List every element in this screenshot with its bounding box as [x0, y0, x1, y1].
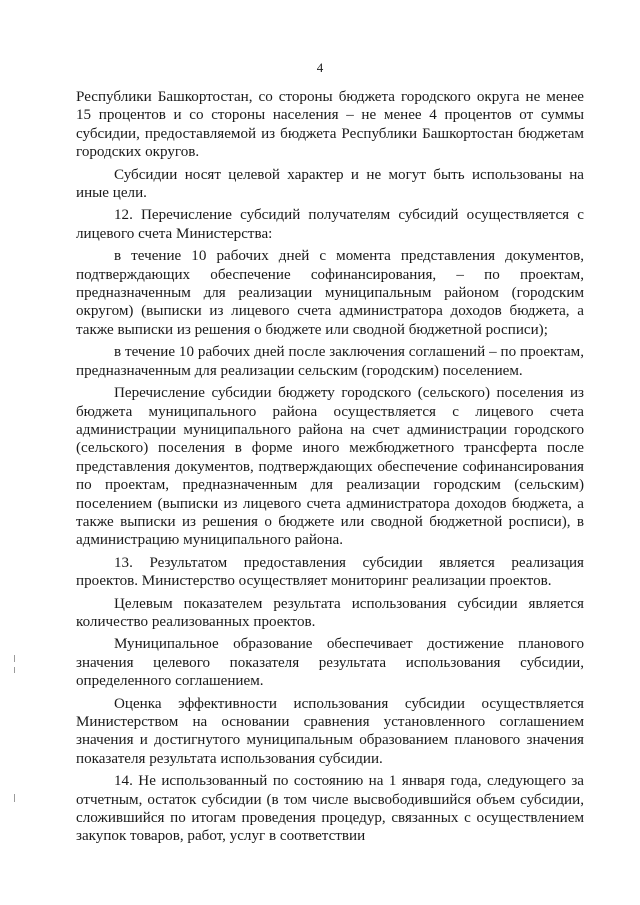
paragraph-9: Муниципальное образование обеспечивает достижение планового значения целевого показателя результата использования субсидии, определенного соглашением.: [76, 636, 584, 690]
paragraph-6: Перечисление субсидии бюджету городского (сельского) поселения из бюджета муниципального района осуществляется с лицевого счета администрации муниципального района на счет администрации городского (сельского) поселения в форме иного межбюджетного трансферта после представления документов, подтверждающих обеспечение софинансирования по проектам, предназначенным для реализации городским (сельским) поселением (выписки из лицевого счета администратора доходов бюджета, а также выписки из решения о бюджете или сводной бюджетной росписи), в администрацию муниципального района.: [76, 385, 584, 549]
scan-margin-mark: [14, 667, 15, 673]
page-number: 4: [316, 60, 324, 75]
paragraph-1: Республики Башкортостан, со стороны бюджета городского округа не менее 15 процентов и со стороны населения – не менее 4 процентов от суммы субсидии, предоставляемой из бюджета Республики Башкортостан бюджетам городских округов.: [76, 89, 584, 161]
paragraph-5: в течение 10 рабочих дней после заключения соглашений – по проектам, предназначенным для реализации сельским (городским) поселением.: [76, 344, 584, 379]
document-body: [76, 88, 584, 850]
paragraph-2: Субсидии носят целевой характер и не могут быть использованы на иные цели.: [76, 166, 584, 202]
scan-margin-mark: [14, 655, 15, 662]
paragraph-3: 12. Перечисление субсидий получателям субсидий осуществляется с лицевого счета Министерства:: [76, 207, 584, 242]
paragraph-7: 13. Результатом предоставления субсидии является реализация проектов. Министерство осуществляет мониторинг реализации проектов.: [76, 554, 584, 590]
paragraph-10: Оценка эффективности использования субсидии осуществляется Министерством на основании сравнения установленного соглашением значения и достигнутого муниципальным образованием планового значения показателя результата использования субсидии.: [76, 695, 584, 767]
paragraph-8: Целевым показателем результата использования субсидии является количество реализованных проектов.: [76, 595, 584, 630]
paragraph-11: 14. Не использованный по состоянию на 1 января года, следующего за отчетным, остаток субсидии (в том числе высвободившийся объем субсидии, сложившийся по итогам проведения процедур, связанных с осуществлением закупок товаров, работ, услуг в соответствии: [76, 773, 584, 845]
scan-margin-mark: [14, 794, 15, 802]
paragraph-4: в течение 10 рабочих дней с момента представления документов, подтверждающих обеспечение софинансирования, – по проектам, предназначенным для реализации муниципальным районом (городским округом) (выписки из лицевого счета администратора доходов бюджета, а также выписки из решения о бюджете или сводной бюджетной росписи);: [76, 248, 584, 338]
